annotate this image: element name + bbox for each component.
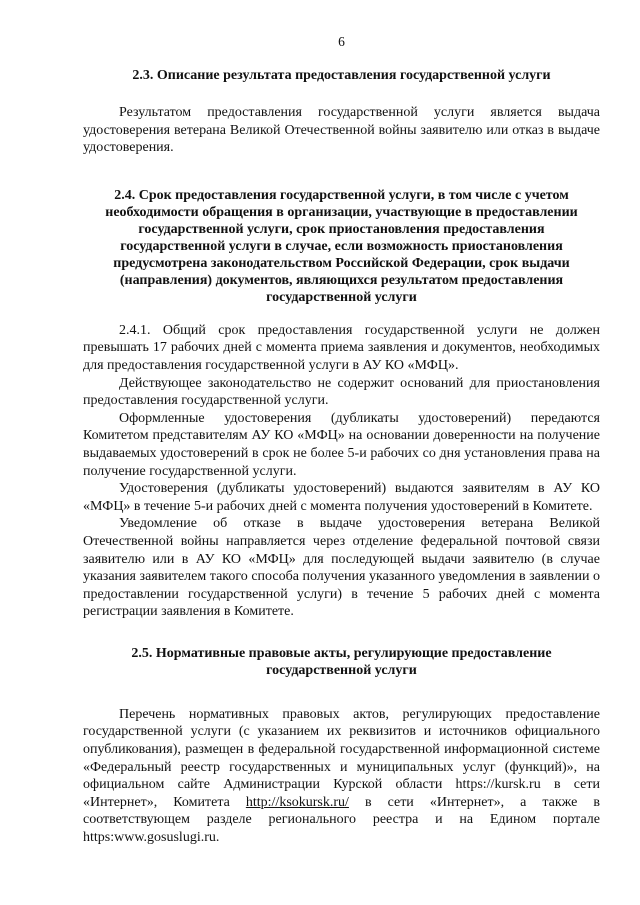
section-2-3-title: 2.3. Описание результата предоставления государственной услуги <box>132 68 551 83</box>
section-2-4-paragraph: Оформленные удостоверения (дубликаты удостоверений) передаются Комитетом представителям АУ КО «МФЦ» на основании доверенности на получение выдаваемых удостоверений в срок не более 5-и рабочих со дня установления права на получение государственной услуги. <box>83 410 600 479</box>
section-2-4-paragraph: Действующее законодательство не содержит оснований для приостановления предоставления государственной услуги. <box>83 375 600 409</box>
section-2-4-paragraph: 2.4.1. Общий срок предоставления государственной услуги не должен превышать 17 рабочих дней с момента приема заявления и документов, необходимых для предоставления государственной услуги в АУ КО «МФЦ». <box>83 322 600 373</box>
section-2-5-text-after-link: в сети «Интернет», а также в соответствующем разделе регионального реестра и на Едином портале https:www.gosuslugi.ru. <box>83 794 600 846</box>
section-2-3-body <box>83 104 600 157</box>
section-2-3-paragraph: Результатом предоставления государственной услуги является выдача удостоверения ветерана Великой Отечественной войны заявителю или отказ в выдаче удостоверения. <box>83 105 600 156</box>
section-2-5-paragraph <box>83 706 600 847</box>
section-2-5-title: 2.5. Нормативные правовые акты, регулирующие предоставление государственной услуги <box>131 645 552 678</box>
ksokursk-link[interactable]: http://ksokursk.ru/ <box>245 794 349 810</box>
section-2-5-text-before-link: Перечень нормативных правовых актов, регулирующих предоставление государственной услуги (с указанием их реквизитов и источников официального опубликования), размещен в федеральной государственной информационной системе «Федеральный реестр государственных и муниципальных услуг (функций)», на официальном сайте Администрации Курской области https://kursk.ru в сети «Интернет», Комитета <box>83 706 600 810</box>
section-2-5-body <box>83 706 600 847</box>
section-2-4-paragraph: Уведомление об отказе в выдаче удостоверения ветерана Великой Отечественной войны направляется через отделение федеральной почтовой связи заявителю или в АУ КО «МФЦ» для последующей выдачи заявителю (в случае указания заявителем такого способа получения указанного уведомления в заявлении о предоставлении государственной услуги) в течение 5 рабочих дней с момента регистрации заявления в Комитете. <box>83 516 600 620</box>
section-2-4-title: 2.4. Срок предоставления государственной услуги, в том числе с учетом необходимости обращения в организации, участвующие в предоставлении государственной услуги, срок приостановления предоставления государственной услуги в случае, если возможность приостановления предусмотрена законодательством Российской Федерации, срок выдачи (направления) документов, являющихся результатом предоставления государственной услуги <box>105 187 578 305</box>
section-2-4-body <box>83 322 600 621</box>
page-number: 6 <box>338 34 345 49</box>
section-2-4-paragraph: Удостоверения (дубликаты удостоверений) выдаются заявителям в АУ КО «МФЦ» в течение 5-и рабочих дней с момента получения удостоверений в Комитете. <box>83 481 600 514</box>
